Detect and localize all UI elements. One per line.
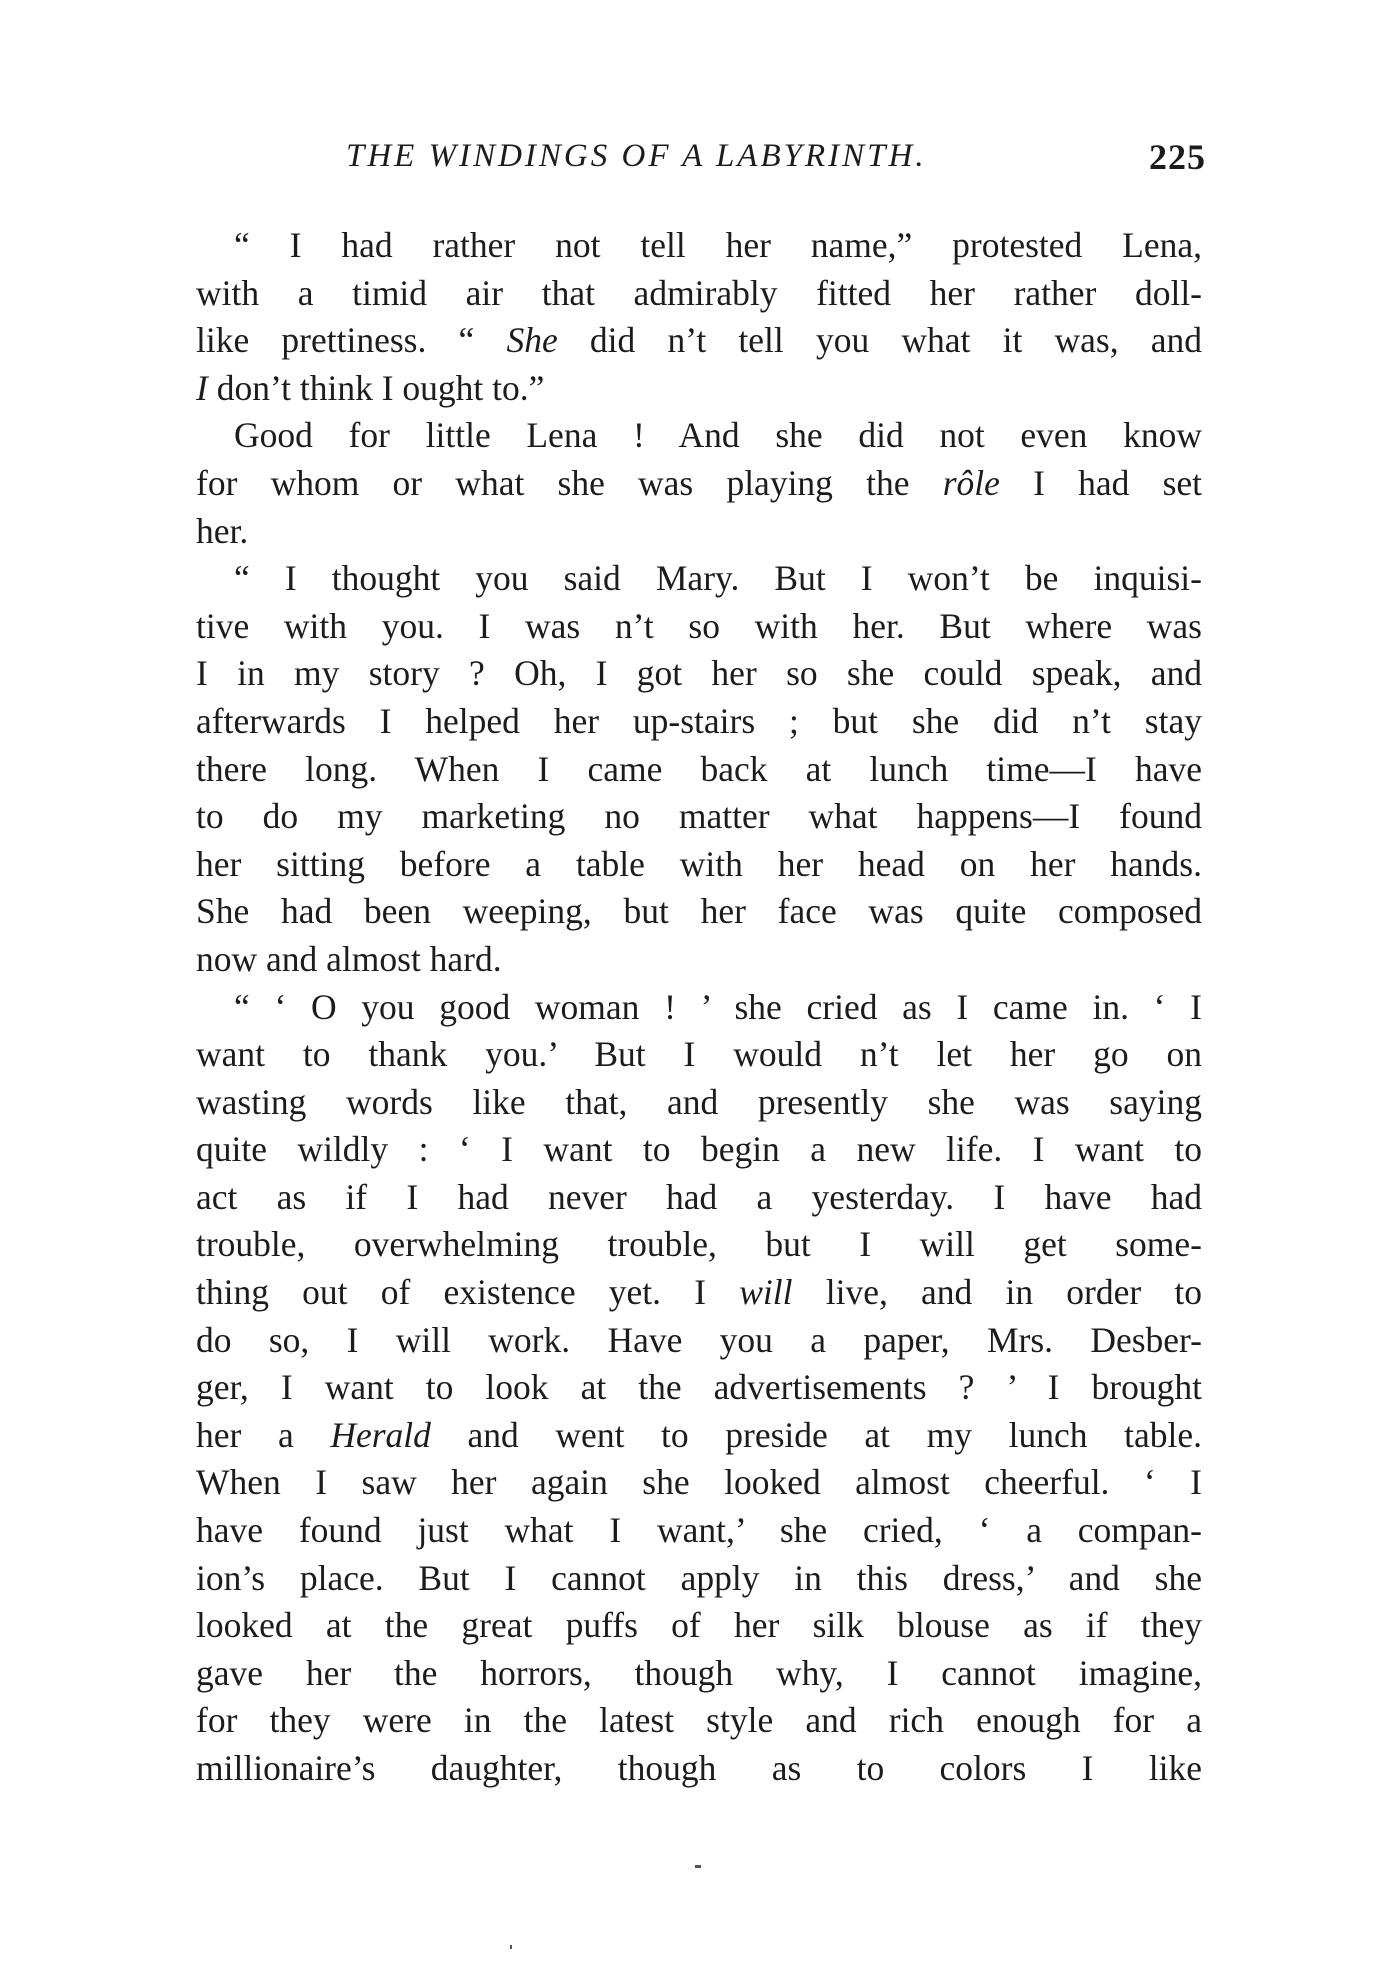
text-segment: with a timid air that admirably fitted her rather doll- bbox=[196, 272, 1202, 313]
text-line bbox=[196, 746, 1202, 794]
text-line bbox=[196, 1745, 1202, 1793]
italic-text: will bbox=[739, 1272, 793, 1313]
text-segment: have found just what I want,’ she cried, ‘ a compan- bbox=[196, 1510, 1202, 1551]
text-segment: trouble, overwhelming trouble, but I will get some- bbox=[196, 1224, 1202, 1265]
text-line bbox=[196, 888, 1202, 936]
text-segment: thing out of existence yet. I bbox=[196, 1272, 740, 1313]
running-title: THE WINDINGS OF A LABYRINTH. bbox=[346, 138, 927, 174]
text-segment: looked at the great puffs of her silk blouse as if they bbox=[196, 1605, 1202, 1646]
text-line bbox=[196, 650, 1202, 698]
text-segment: there long. When I came back at lunch time—I have bbox=[196, 748, 1202, 789]
text-segment: She had been weeping, but her face was quite composed bbox=[196, 891, 1202, 932]
text-line bbox=[196, 1650, 1202, 1698]
text-line bbox=[196, 460, 1202, 508]
text-line bbox=[196, 555, 1202, 603]
text-segment: and went to preside at my lunch table. bbox=[430, 1414, 1203, 1455]
text-segment: I in my story ? Oh, I got her so she could speak, and bbox=[196, 653, 1202, 694]
italic-text: I bbox=[196, 367, 208, 408]
text-line bbox=[196, 841, 1202, 889]
text-line bbox=[196, 1317, 1202, 1365]
text-segment: did n’t tell you what it was, and bbox=[557, 320, 1203, 361]
text-segment: quite wildly : ‘ I want to begin a new life. I want to bbox=[196, 1129, 1202, 1170]
text-line bbox=[196, 984, 1202, 1032]
text-segment: don’t think I ought to.” bbox=[207, 367, 545, 408]
text-line bbox=[196, 1555, 1202, 1603]
italic-text: Herald bbox=[330, 1414, 431, 1455]
text-segment: for they were in the latest style and rich enough for a bbox=[196, 1700, 1202, 1741]
text-segment: “ I thought you said Mary. But I won’t be inquisi- bbox=[234, 558, 1202, 599]
text-line bbox=[196, 222, 1202, 270]
text-segment: wasting words like that, and presently she was saying bbox=[196, 1081, 1202, 1122]
page-number: 225 bbox=[1149, 137, 1206, 177]
text-segment: When I saw her again she looked almost cheerful. ‘ I bbox=[196, 1462, 1202, 1503]
text-line bbox=[196, 508, 1202, 556]
text-line bbox=[196, 1697, 1202, 1745]
text-segment: tive with you. I was n’t so with her. But where was bbox=[196, 605, 1202, 646]
text-segment: like prettiness. “ bbox=[196, 320, 507, 361]
text-line bbox=[196, 1507, 1202, 1555]
italic-text: She bbox=[506, 320, 558, 361]
text-line bbox=[196, 317, 1202, 365]
text-segment: ion’s place. But I cannot apply in this dress,’ and she bbox=[196, 1557, 1202, 1598]
text-segment: do so, I will work. Have you a paper, Mrs. Desber- bbox=[196, 1319, 1202, 1360]
text-segment: for whom or what she was playing the bbox=[196, 462, 943, 503]
text-segment: act as if I had never had a yesterday. I have had bbox=[196, 1176, 1202, 1217]
text-segment: “ I had rather not tell her name,” protested Lena, bbox=[234, 225, 1202, 265]
text-segment: her sitting before a table with her head on her hands. bbox=[196, 843, 1202, 884]
text-line bbox=[196, 412, 1202, 460]
print-speck bbox=[695, 1865, 701, 1868]
print-speck bbox=[510, 1945, 512, 1949]
text-line bbox=[196, 1079, 1202, 1127]
text-line bbox=[196, 1126, 1202, 1174]
text-segment: her. bbox=[196, 510, 249, 551]
text-line bbox=[196, 365, 1202, 413]
text-line bbox=[196, 1459, 1202, 1507]
text-line bbox=[196, 603, 1202, 651]
text-line bbox=[196, 270, 1202, 318]
text-segment: now and almost hard. bbox=[196, 938, 502, 979]
text-line bbox=[196, 1269, 1202, 1317]
text-line bbox=[196, 936, 1202, 984]
text-segment: Good for little Lena ! And she did not even know bbox=[234, 415, 1202, 456]
text-line bbox=[196, 1412, 1202, 1460]
running-header bbox=[346, 138, 1206, 188]
text-line bbox=[196, 793, 1202, 841]
text-line bbox=[196, 1364, 1202, 1412]
text-segment: millionaire’s daughter, though as to colors I like bbox=[196, 1748, 1202, 1788]
text-segment: live, and in order to bbox=[792, 1272, 1202, 1313]
body-text bbox=[196, 222, 1202, 1793]
text-line bbox=[196, 698, 1202, 746]
text-line bbox=[196, 1031, 1202, 1079]
text-segment: want to thank you.’ But I would n’t let her go on bbox=[196, 1034, 1202, 1075]
text-segment: “ ‘ O you good woman ! ’ she cried as I came in. ‘ I bbox=[234, 986, 1202, 1027]
text-segment: I had set bbox=[999, 462, 1203, 503]
text-line bbox=[196, 1174, 1202, 1222]
text-line bbox=[196, 1602, 1202, 1650]
text-segment: ger, I want to look at the advertisements ? ’ I brought bbox=[196, 1367, 1202, 1408]
text-segment: afterwards I helped her up-stairs ; but she did n’t stay bbox=[196, 700, 1202, 741]
italic-text: rôle bbox=[942, 462, 1000, 503]
text-line bbox=[196, 1221, 1202, 1269]
text-segment: to do my marketing no matter what happens—I found bbox=[196, 796, 1202, 837]
text-segment: her a bbox=[196, 1414, 331, 1455]
text-segment: gave her the horrors, though why, I cannot imagine, bbox=[196, 1652, 1202, 1693]
